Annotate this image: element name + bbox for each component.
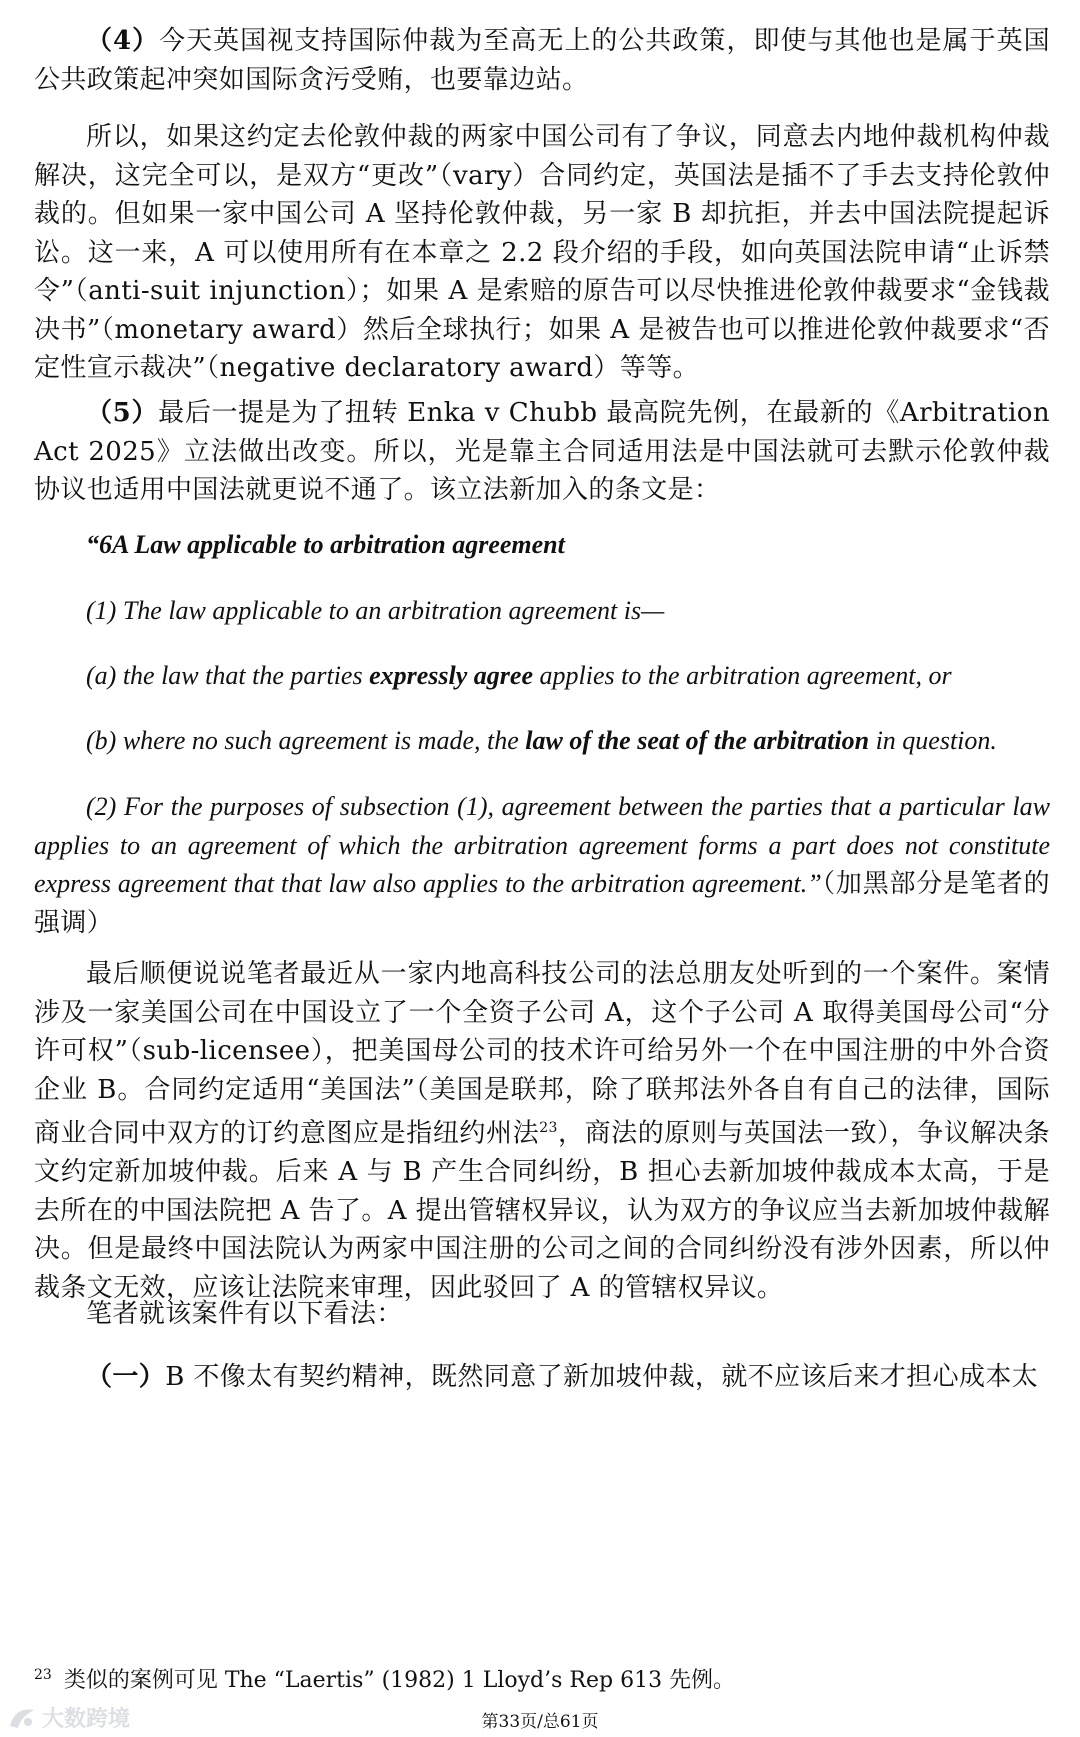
paragraph-point-5 bbox=[34, 394, 1050, 510]
statute-heading: “6A Law applicable to arbitration agreement bbox=[86, 530, 565, 559]
page-number: 第33页/总61页 bbox=[481, 1712, 599, 1732]
footnote-ref-23[interactable]: 23 bbox=[539, 1120, 558, 1136]
footnote-text: 类似的案例可见 The “Laertis” (1982) 1 Lloyd’s Rep 613 先例。 bbox=[63, 1668, 736, 1693]
footnote-23 bbox=[34, 1660, 1034, 1696]
statute-clause-b: (b) where no such agreement is made, the law of the seat of the arbitration in question. bbox=[86, 726, 997, 755]
point-5-text: 最后一提是为了扭转 Enka v Chubb 最高院先例，在最新的《Arbitration Act 2025》立法做出改变。所以，光是靠主合同适用法是中国法就可去默示伦敦仲裁协议也适用中国法就更说不通了。该立法新加入的条文是： bbox=[34, 398, 1050, 505]
statute-clause-a: (a) the law that the parties expressly agree applies to the arbitration agreement, or bbox=[86, 661, 952, 690]
point-4-marker: （4） bbox=[86, 26, 160, 56]
point-5-marker: （5） bbox=[86, 398, 159, 428]
footnote-marker: 23 bbox=[34, 1667, 52, 1683]
paragraph-view-1: （一）B 不像太有契约精神，既然同意了新加坡仲裁，就不应该后来才担心成本太 bbox=[86, 1362, 1039, 1392]
statute-subsection-1: (1) The law applicable to an arbitration agreement is— bbox=[86, 596, 665, 625]
watermark-text: 大数跨境 bbox=[42, 1707, 131, 1732]
point-4-text: 今天英国视支持国际仲裁为至高无上的公共政策，即使与其他也是属于英国公共政策起冲突如国际贪污受贿，也要靠边站。 bbox=[34, 26, 1050, 95]
statute-subsection-2: (2) For the purposes of subsection (1), agreement between the parties that a particular law applies to an agreement of which the arbitration agreement forms a part does not constitute express agreement that that law also applies to the arbitration agreement.”（加黑部分是笔者的强调） bbox=[34, 792, 1050, 938]
paragraph-case-description: 最后顺便说说笔者最近从一家内地高科技公司的法总朋友处听到的一个案件。案情涉及一家美国公司在中国设立了一个全资子公司 A，这个子公司 A 取得美国母公司“分许可权”（sub-licensee），把美国母公司的技术许可给另外一个在中国注册的中外合资企业 B。合同约定适用“美国法”（美国是联邦，除了联邦法外各自有自己的法律，国际商业合同中双方的订约意图应是指纽约州法$^{23}$，商法的原则与英国法一致），争议解决条文约定新加坡仲裁。后来 A 与 B 产生合同纠纷，B 担心去新加坡仲裁成本太高，于是去所在的中国法院把 A 告了。A 提出管辖权异议，认为双方的争议应当去新加坡仲裁解决。但是最终中国法院认为两家中国注册的公司之间的合同纠纷没有涉外因素，所以仲裁条文无效，应该让法院来审理，因此驳回了 A 的管辖权异议。 bbox=[34, 959, 1050, 1303]
paragraph-author-views: 笔者就该案件有以下看法： bbox=[86, 1299, 403, 1329]
paragraph-point-4 bbox=[34, 22, 1050, 99]
paragraph-london-arbitration: 所以，如果这约定去伦敦仲裁的两家中国公司有了争议，同意去内地仲裁机构仲裁解决，这完全可以，是双方“更改”（vary）合同约定，英国法是插不了手去支持伦敦仲裁的。但如果一家中国公司 A 坚持伦敦仲裁，另一家 B 却抗拒，并去中国法院提起诉讼。这一来，A 可以使用所有在本章之 2.2 段介绍的手段，如向英国法院申请“止诉禁令”（anti-suit injunction）；如果 A 是索赔的原告可以尽快推进伦敦仲裁要求“金钱裁决书”（monetary award）然后全球执行；如果 A 是被告也可以推进伦敦仲裁要求“否定性宣示裁决”（negative declaratory award）等等。 bbox=[34, 122, 1050, 383]
